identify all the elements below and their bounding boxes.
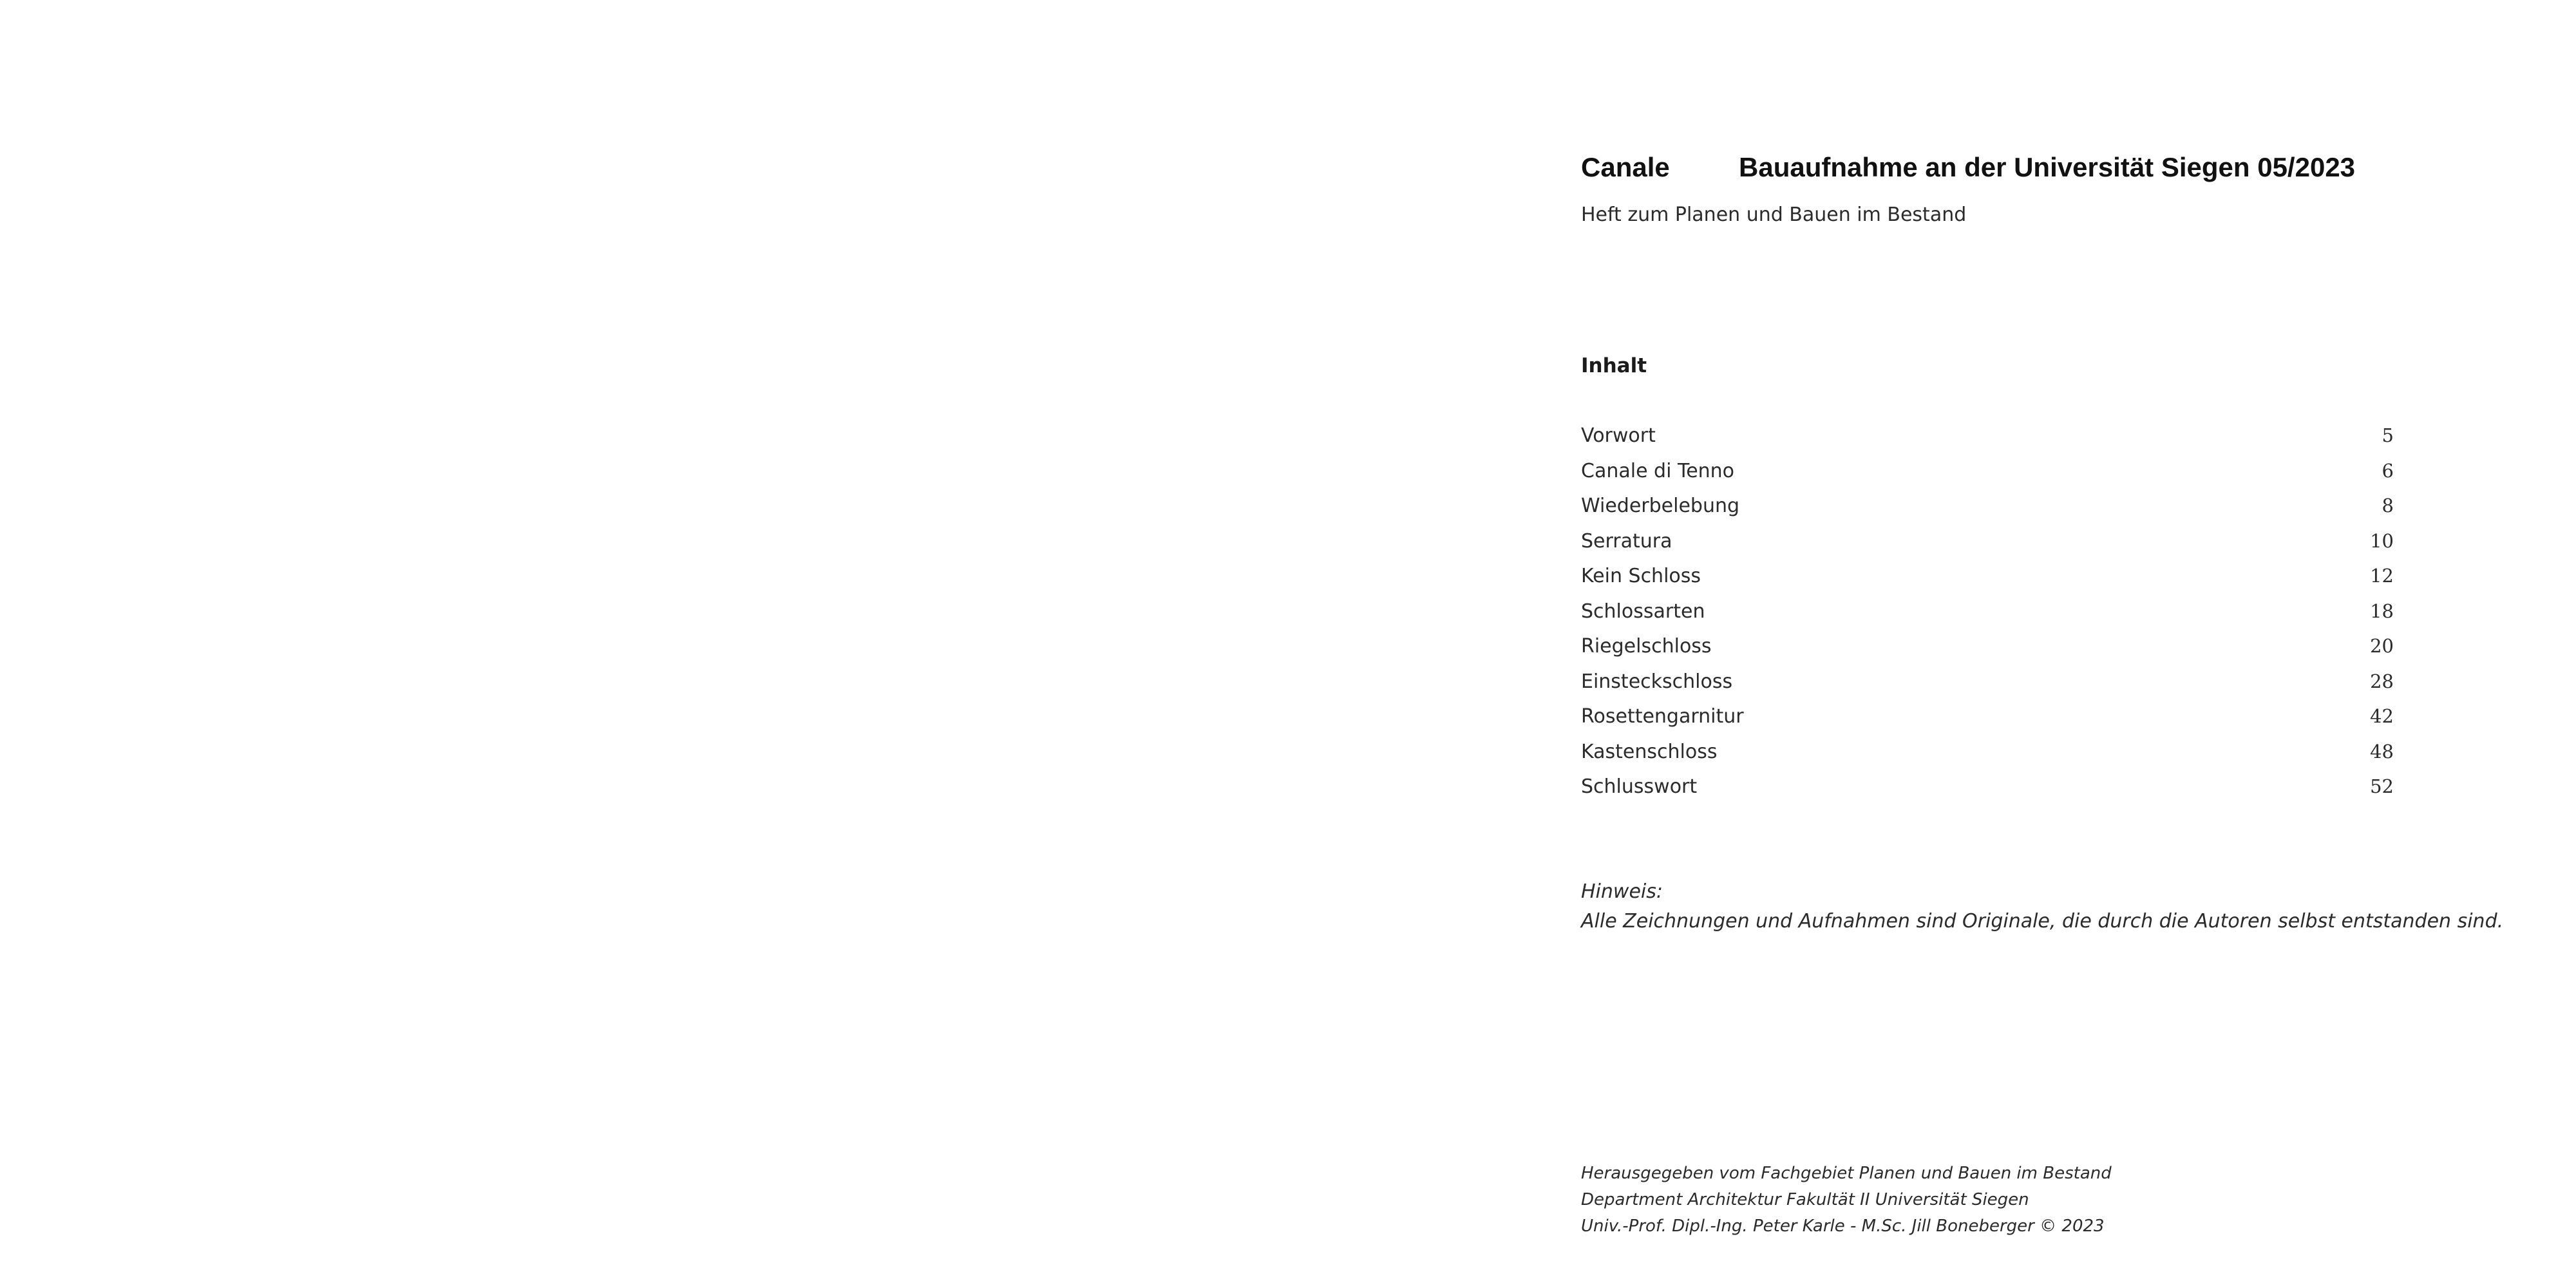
toc-entry-schlossarten <box>1581 598 2394 634</box>
note-text: Alle Zeichnungen und Aufnahmen sind Originale, die durch die Autoren selbst entstanden sind. <box>1581 910 2504 933</box>
toc-entry-label: Einsteckschloss <box>1581 670 1733 693</box>
colophon-publisher: Herausgegeben vom Fachgebiet Planen und Bauen im Bestand <box>1581 1164 2112 1183</box>
toc-entry-einsteckschloss <box>1581 668 2394 704</box>
toc-entry-page: 12 <box>2370 565 2394 587</box>
toc-entry-label: Serratura <box>1581 529 1672 553</box>
toc-entry-page: 10 <box>2370 529 2394 552</box>
note-label: Hinweis: <box>1581 880 1663 903</box>
page-header <box>1581 149 2355 185</box>
toc-entry-page: 18 <box>2370 600 2394 622</box>
toc-entry-page: 48 <box>2370 740 2394 762</box>
toc-entry-page: 42 <box>2370 705 2394 727</box>
document-title: Bauaufnahme an der Universität Siegen 05/2023 <box>1739 152 2356 182</box>
document-subtitle: Heft zum Planen und Bauen im Bestand <box>1581 204 1967 226</box>
toc-entry-label: Riegelschloss <box>1581 635 1712 658</box>
toc-entry-riegelschloss <box>1581 633 2394 668</box>
toc-entry-canale-di-tenno <box>1581 458 2394 493</box>
toc-entry-page: 28 <box>2370 670 2394 692</box>
toc-heading: Inhalt <box>1581 354 1647 377</box>
colophon-department: Department Architektur Fakultät II Universität Siegen <box>1581 1190 2029 1209</box>
colophon <box>1581 1160 2112 1240</box>
right-page <box>1288 0 2576 1288</box>
colophon-authors: Univ.-Prof. Dipl.-Ing. Peter Karle - M.Sc. Jill Boneberger © 2023 <box>1581 1217 2105 1236</box>
toc-entry-label: Wiederbelebung <box>1581 495 1740 517</box>
toc-entry-kastenschloss <box>1581 739 2394 774</box>
toc-entry-page: 5 <box>2382 424 2394 446</box>
toc-entry-label: Schlusswort <box>1581 775 1698 798</box>
toc-entry-label: Canale di Tenno <box>1581 459 1735 482</box>
series-name: Canale <box>1581 152 1670 182</box>
toc-entry-page: 8 <box>2382 495 2394 516</box>
toc-entry-label: Kein Schloss <box>1581 565 1701 587</box>
toc-entry-wiederbelebung <box>1581 493 2394 528</box>
toc-entry-kein-schloss <box>1581 563 2394 598</box>
toc-entry-page: 20 <box>2370 635 2394 657</box>
toc-entry-schlusswort <box>1581 773 2394 809</box>
toc-entry-page: 6 <box>2382 459 2394 482</box>
toc-entry-label: Vorwort <box>1581 424 1656 447</box>
toc-entry-label: Kastenschloss <box>1581 740 1718 763</box>
toc-entry-label: Rosettengarnitur <box>1581 705 1744 728</box>
toc-entry-vorwort <box>1581 422 2394 458</box>
table-of-contents <box>1581 422 2394 809</box>
toc-entry-label: Schlossarten <box>1581 600 1705 623</box>
note-block <box>1581 877 2503 936</box>
toc-entry-rosettengarnitur <box>1581 703 2394 739</box>
toc-entry-serratura <box>1581 528 2394 564</box>
toc-entry-page: 52 <box>2370 775 2394 797</box>
